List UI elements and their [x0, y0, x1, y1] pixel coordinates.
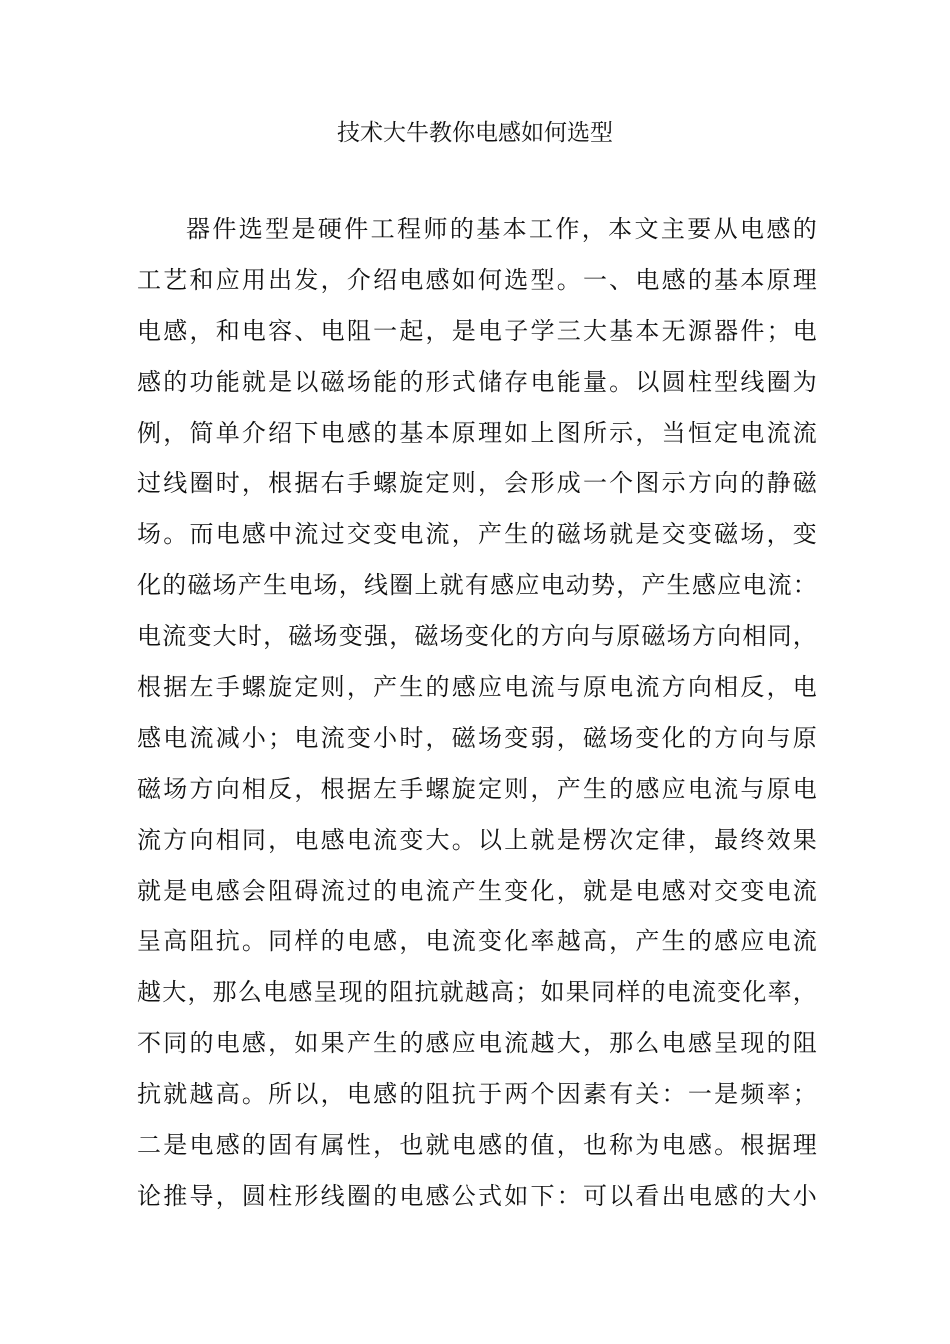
paragraph-line: 越大，那么电感呈现的阻抗就越高；如果同样的电流变化率，	[137, 978, 817, 1007]
paragraph-line: 就是电感会阻碍流过的电流产生变化，就是电感对交变电流	[137, 876, 817, 905]
paragraph-line: 磁场方向相反，根据左手螺旋定则，产生的感应电流与原电	[137, 774, 817, 803]
paragraph-line: 流方向相同，电感电流变大。以上就是楞次定律，最终效果	[137, 825, 817, 854]
body-paragraph	[137, 204, 817, 1222]
paragraph-line: 不同的电感，如果产生的感应电流越大，那么电感呈现的阻	[137, 1029, 817, 1058]
paragraph-line: 器件选型是硬件工程师的基本工作，本文主要从电感的	[186, 215, 817, 243]
paragraph-line: 化的磁场产生电场，线圈上就有感应电动势，产生感应电流：	[137, 571, 817, 600]
paragraph-line: 二是电感的固有属性，也就电感的值，也称为电感。根据理	[137, 1131, 817, 1160]
paragraph-line: 论推导，圆柱形线圈的电感公式如下：可以看出电感的大小	[137, 1181, 817, 1210]
document-title: 技术大牛教你电感如何选型	[337, 120, 613, 146]
paragraph-line: 电流变大时，磁场变强，磁场变化的方向与原磁场方向相同，	[137, 622, 817, 651]
paragraph-line: 过线圈时，根据右手螺旋定则，会形成一个图示方向的静磁	[137, 469, 817, 498]
paragraph-line: 感电流减小；电流变小时，磁场变弱，磁场变化的方向与原	[137, 723, 817, 752]
paragraph-line: 感的功能就是以磁场能的形式储存电能量。以圆柱型线圈为	[137, 367, 817, 396]
paragraph-line: 电感，和电容、电阻一起，是电子学三大基本无源器件；电	[137, 316, 817, 345]
paragraph-line: 场。而电感中流过交变电流，产生的磁场就是交变磁场，变	[137, 520, 817, 549]
paragraph-line: 呈高阻抗。同样的电感，电流变化率越高，产生的感应电流	[137, 927, 817, 956]
paragraph-line: 例，简单介绍下电感的基本原理如上图所示，当恒定电流流	[137, 418, 817, 447]
paragraph-line: 工艺和应用出发，介绍电感如何选型。一、电感的基本原理	[137, 265, 817, 294]
paragraph-line: 根据左手螺旋定则，产生的感应电流与原电流方向相反，电	[137, 673, 817, 702]
paragraph-line: 抗就越高。所以，电感的阻抗于两个因素有关：一是频率；	[137, 1080, 817, 1109]
